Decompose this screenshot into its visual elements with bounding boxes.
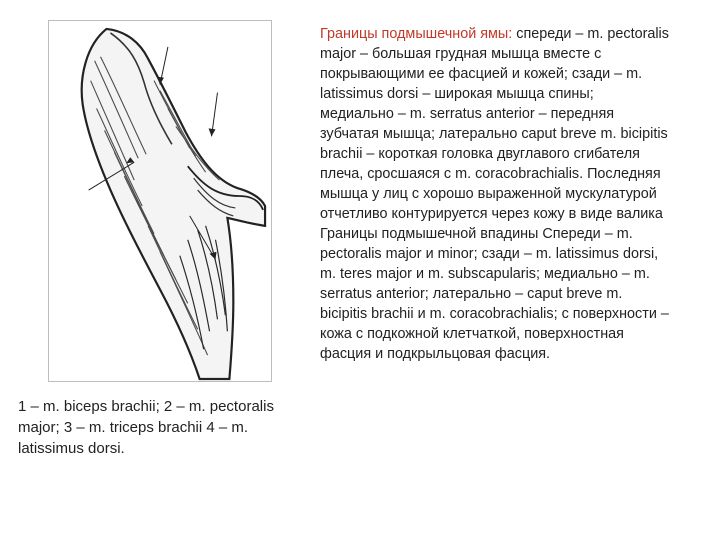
arm-muscles-illustration bbox=[49, 21, 271, 381]
figure-caption: 1 – m. biceps brachii; 2 – m. pectoralis major; 3 – m. triceps brachii 4 – m. latissimus dorsi. bbox=[18, 398, 274, 457]
axillary-fossa-description bbox=[320, 24, 670, 364]
description-title: Границы подмышечной ямы: bbox=[320, 26, 513, 42]
anatomical-figure bbox=[48, 20, 272, 382]
description-body: спереди – m. pectoralis major – большая грудная мышца вместе с покрывающими ее фасцией и кожей; сзади – m. latissimus dorsi – широкая мышца спины; медиально – m. serratus anterior – передняя зубчатая мышца; латерально caput breve m. bicipitis brachii – короткая головка двуглавого сгибателя плеча, сросшаяся с m. coracobrachialis. Последняя мышца у лиц с хорошо выраженной мускулатурой отчетливо контурируется через кожу в виде валика Границы подмышечной впадины Спереди – m. pectoralis major и minor; сзади – m. latissimus dorsi, m. teres major и m. subscapularis; медиально – m. serratus anterior; латерально – caput breve m. bicipitis brachii и m. coracobrachialis; с поверхности – кожа с подкожной клетчаткой, поверхностная фасция и подкрыльцовая фасция. bbox=[320, 26, 669, 362]
